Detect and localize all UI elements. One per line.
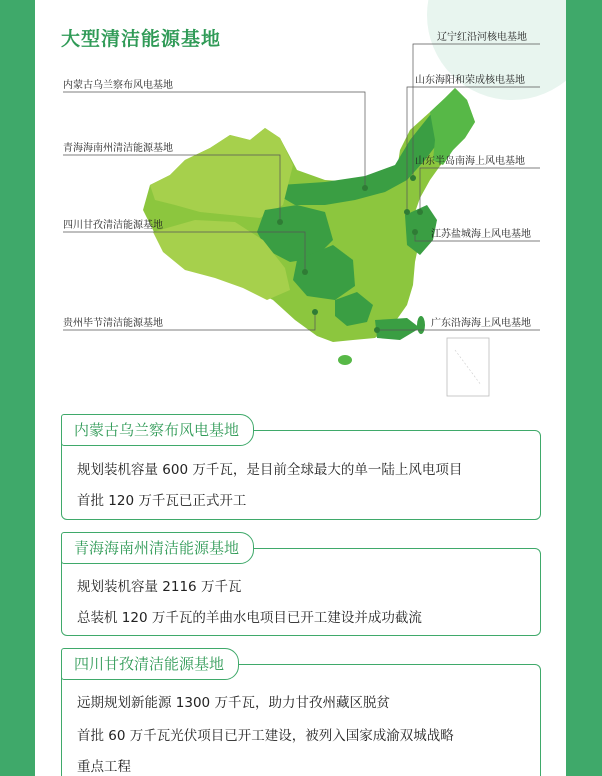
- card-line: 首批 60 万千瓦光伏项目已开工建设，被列入国家成渝双城战略: [77, 728, 454, 744]
- map-label-haiyang: 山东海阳和荣成核电基地: [415, 75, 525, 86]
- location-pin-icon: [362, 185, 368, 191]
- page-title: 大型清洁能源基地: [61, 28, 222, 50]
- map-region-taiwan: [417, 316, 425, 334]
- location-pin-icon: [374, 327, 380, 333]
- content-panel: [35, 0, 566, 776]
- card-line: 首批 120 万千瓦已正式开工: [77, 493, 247, 509]
- map-label-yancheng: 江苏盐城海上风电基地: [431, 229, 531, 240]
- map-label-hongyanhe: 辽宁红沿河核电基地: [437, 32, 527, 43]
- location-pin-icon: [404, 209, 410, 215]
- card-title: 青海海南州清洁能源基地: [61, 532, 254, 564]
- info-card-ganzi: [61, 664, 541, 776]
- card-line: 远期规划新能源 1300 万千瓦，助力甘孜州藏区脱贫: [77, 695, 390, 711]
- location-pin-icon: [302, 269, 308, 275]
- map-label-qinghai: 青海海南州清洁能源基地: [63, 143, 173, 154]
- leader-line-7: [420, 168, 540, 212]
- china-map: [35, 0, 566, 400]
- card-line: 总装机 120 万千瓦的羊曲水电项目已开工建设并成功截流: [77, 610, 422, 626]
- location-pin-icon: [417, 209, 423, 215]
- card-line: 重点工程: [77, 759, 131, 775]
- card-title: 四川甘孜清洁能源基地: [61, 648, 239, 680]
- card-line: 规划装机容量 600 万千瓦，是目前全球最大的单一陆上风电项目: [77, 462, 463, 478]
- map-label-guangdong: 广东沿海海上风电基地: [431, 318, 531, 329]
- card-line: 规划装机容量 2116 万千瓦: [77, 579, 242, 595]
- map-label-ganzi: 四川甘孜清洁能源基地: [63, 220, 163, 231]
- card-title: 内蒙古乌兰察布风电基地: [61, 414, 254, 446]
- location-pin-icon: [410, 175, 416, 181]
- map-label-shandong-offshore: 山东半岛南海上风电基地: [415, 156, 525, 167]
- map-label-bijie: 贵州毕节清洁能源基地: [63, 318, 163, 329]
- location-pin-icon: [312, 309, 318, 315]
- location-pin-icon: [412, 229, 418, 235]
- location-pin-icon: [277, 219, 283, 225]
- map-label-wulanchabu: 内蒙古乌兰察布风电基地: [63, 80, 173, 91]
- map-region-hainan: [338, 355, 352, 365]
- map-region-guangdong: [375, 318, 420, 340]
